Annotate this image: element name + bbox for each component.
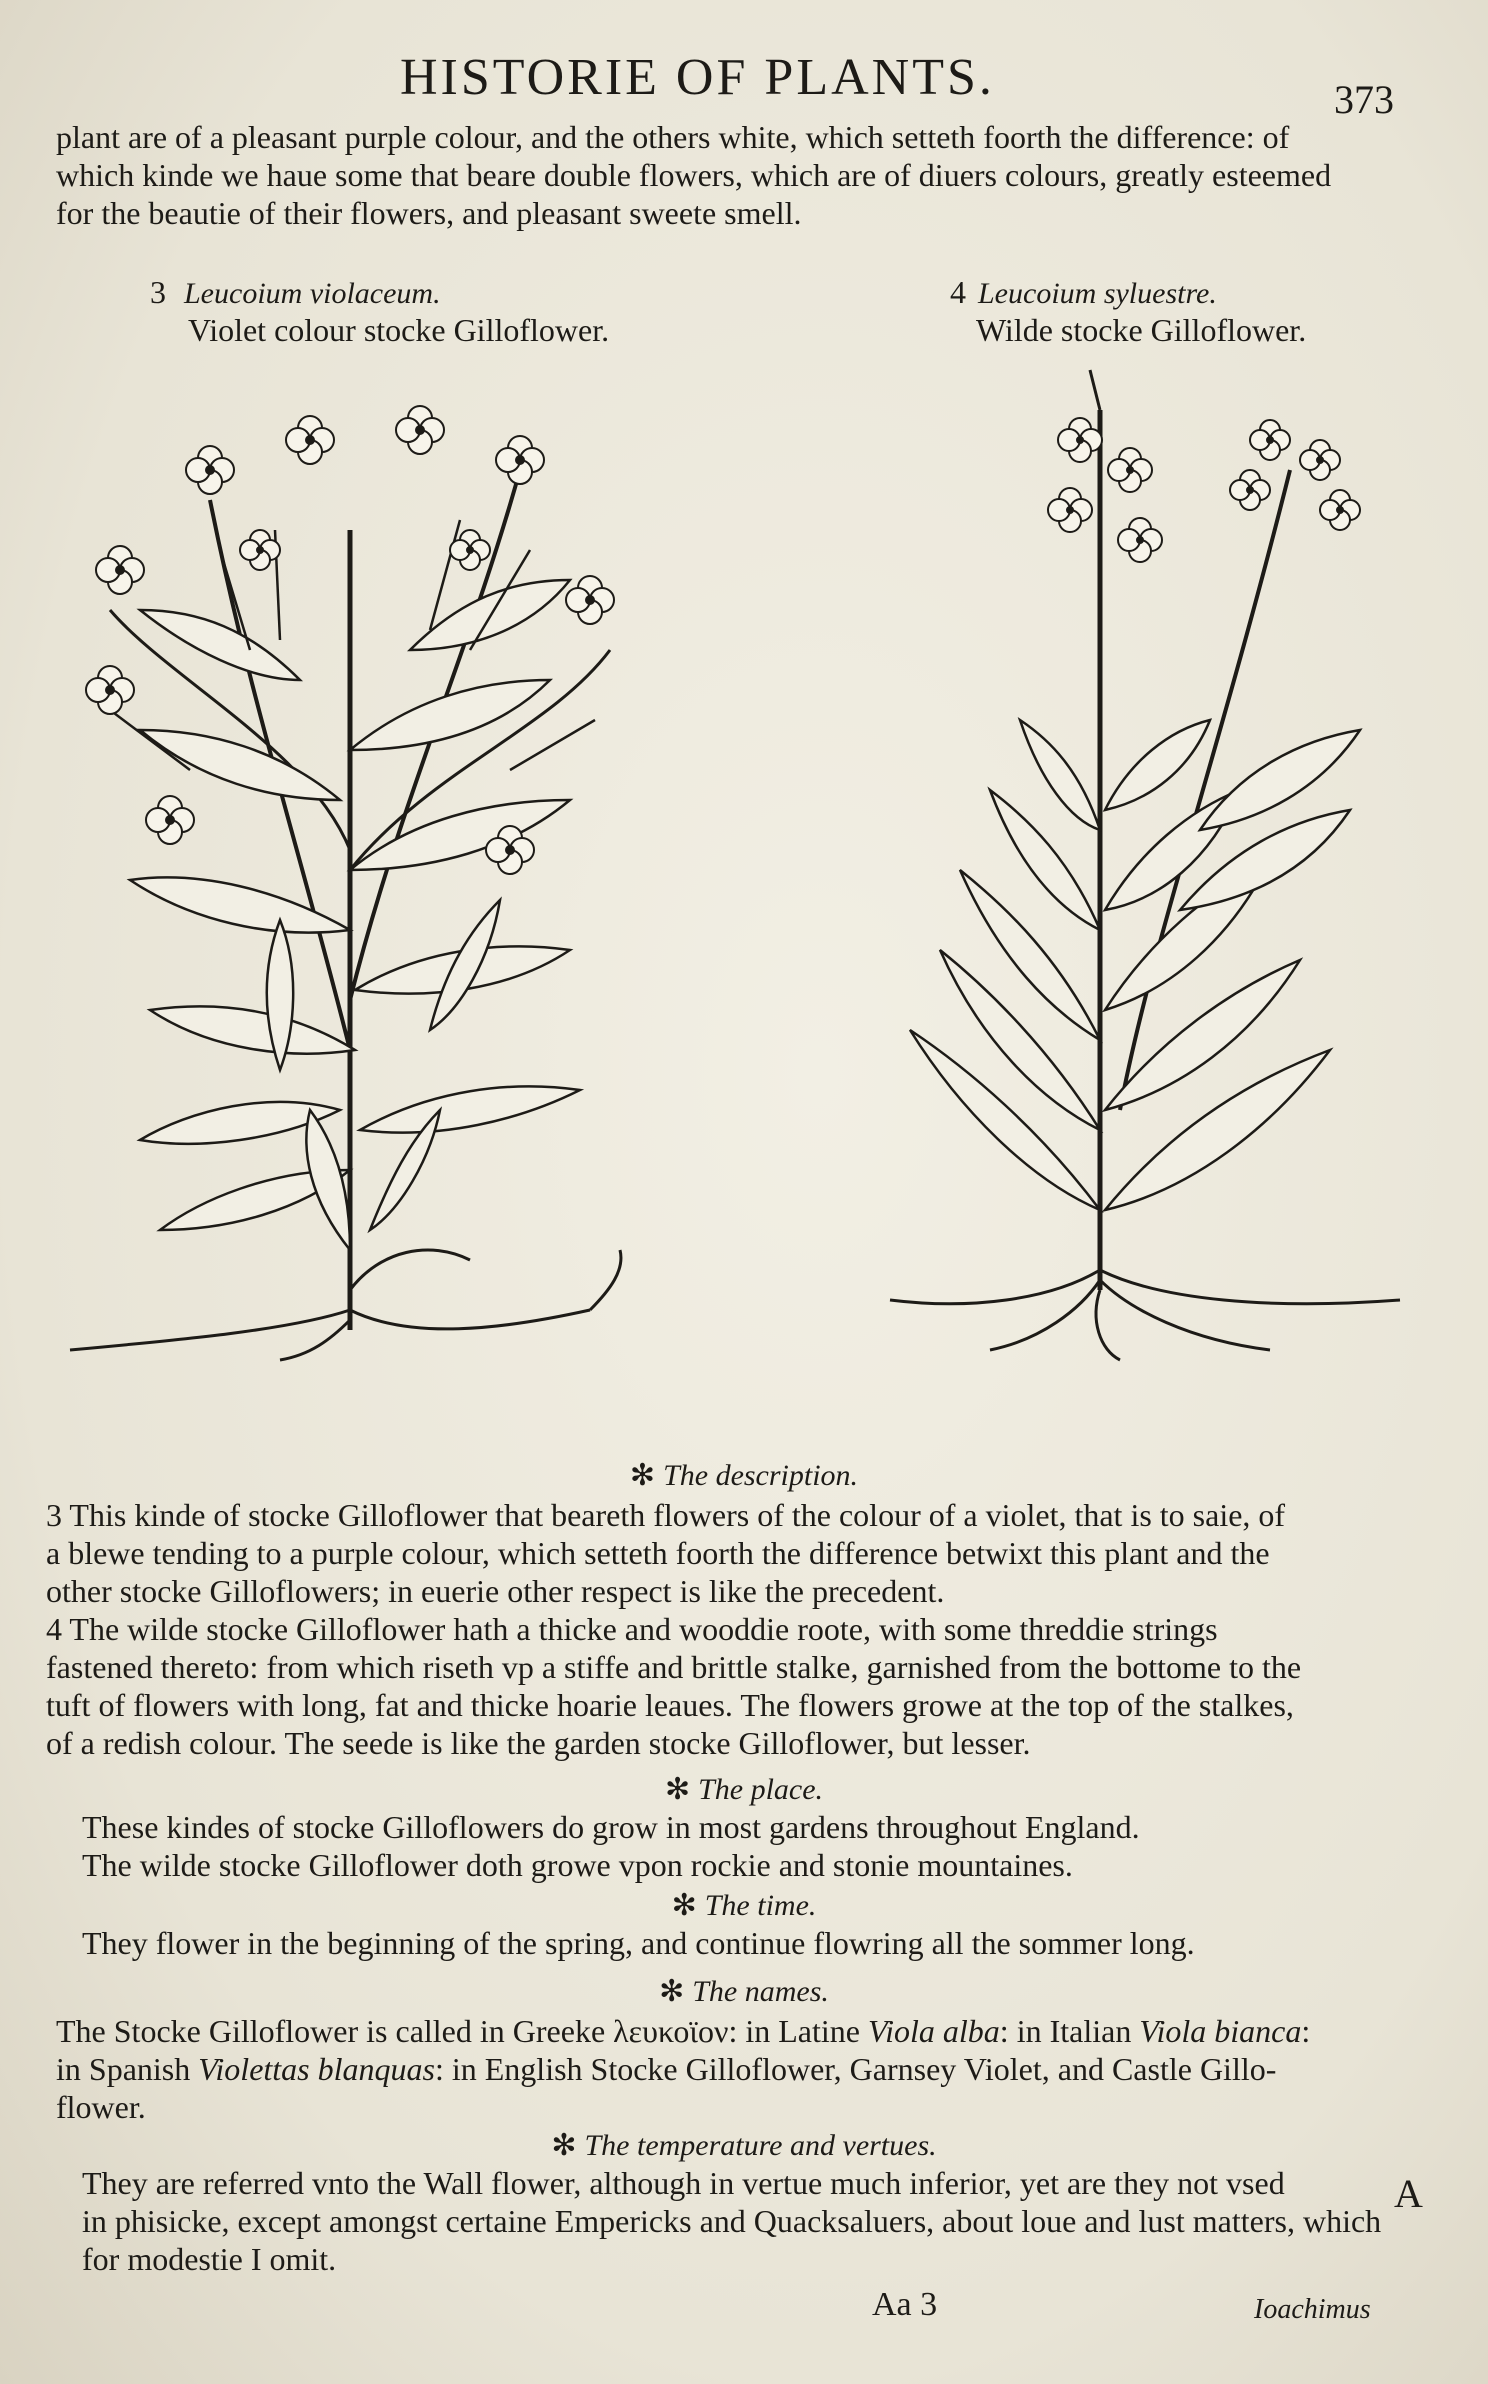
asterism-icon: ✻	[551, 2129, 577, 2162]
description-line: other stocke Gilloflowers; in euerie other respect is like the precedent.	[46, 1573, 945, 1609]
figure-3-english-name: Violet colour stocke Gilloflower.	[188, 312, 610, 348]
catchword: Ioachimus	[1254, 2294, 1371, 2325]
temperature-paragraph	[82, 2164, 1382, 2278]
place-paragraph	[82, 1808, 1422, 1884]
names-line: flower.	[56, 2089, 146, 2125]
description-line: 3 This kinde of stocke Gilloflower that beareth flowers of the colour of a violet, that is to saie, of	[46, 1497, 1286, 1533]
names-paragraph	[56, 2012, 1436, 2126]
heading-time: ✻ The time.	[671, 1889, 817, 1922]
asterism-icon: ✻	[659, 1975, 685, 2008]
woodcut-wild-stock-gilloflower	[890, 350, 1410, 1370]
names-line: The Stocke Gilloflower is called in Greeke λευκοϊον: in Latine Viola alba: in Italian Viola bianca:	[56, 2013, 1311, 2049]
intro-line: for the beautie of their flowers, and pleasant sweete smell.	[56, 195, 802, 231]
asterism-icon: ✻	[664, 1773, 691, 1806]
running-head: HISTORIE OF PLANTS.	[400, 49, 995, 106]
figure-3-latin-name: Leucoium violaceum.	[184, 277, 441, 310]
place-line: The wilde stocke Gilloflower doth growe vpon rockie and stonie mountaines.	[82, 1847, 1073, 1883]
intro-line: plant are of a pleasant purple colour, and the others white, which setteth foorth the difference: of	[56, 119, 1290, 155]
figure-4-caption	[950, 274, 1217, 311]
signature-mark: Aa 3	[872, 2286, 938, 2323]
description-line: 4 The wilde stocke Gilloflower hath a thicke and wooddie roote, with some threddie strings	[46, 1611, 1218, 1647]
temperature-line: They are referred vnto the Wall flower, although in vertue much inferior, yet are they not vsed	[82, 2165, 1285, 2201]
figure-3-caption	[150, 274, 441, 311]
time-paragraph	[82, 1924, 1422, 1962]
place-line: These kindes of stocke Gilloflowers do grow in most gardens throughout England.	[82, 1809, 1140, 1845]
asterism-icon: ✻	[629, 1459, 656, 1492]
names-line: in Spanish Violettas blanquas: in English Stocke Gilloflower, Garnsey Violet, and Castle Gillo-	[56, 2051, 1277, 2087]
description-line: fastened thereto: from which riseth vp a stiffe and brittle stalke, garnished from the bottome to the	[46, 1649, 1302, 1685]
time-line: They flower in the beginning of the spring, and continue flowring all the sommer long.	[82, 1925, 1195, 1961]
heading-temperature: ✻ The temperature and vertues.	[551, 2129, 937, 2162]
page-number: 373	[1334, 77, 1394, 122]
description-line: of a redish colour. The seede is like the garden stocke Gilloflower, but lesser.	[46, 1725, 1031, 1761]
margin-letter: A	[1394, 2171, 1423, 2216]
temperature-line: in phisicke, except amongst certaine Empericks and Quacksaluers, about loue and lust matters, which	[82, 2203, 1382, 2239]
intro-paragraph	[56, 118, 1436, 232]
heading-place: ✻ The place.	[664, 1773, 824, 1806]
description-line: tuft of flowers with long, fat and thicke hoarie leaues. The flowers growe at the top of the stalkes,	[46, 1687, 1294, 1723]
asterism-icon: ✻	[671, 1889, 697, 1922]
heading-names: ✻ The names.	[659, 1975, 829, 2008]
figure-4-english-name: Wilde stocke Gilloflower.	[976, 312, 1307, 348]
figure-4-number: 4	[950, 274, 966, 310]
description-paragraph	[46, 1496, 1436, 1762]
temperature-line: for modestie I omit.	[82, 2241, 337, 2277]
description-line: a blewe tending to a purple colour, which setteth foorth the difference betwixt this plant and the	[46, 1535, 1270, 1571]
figure-3-number: 3	[150, 274, 166, 310]
heading-description: ✻ The description.	[629, 1459, 859, 1492]
figure-4-latin-name: Leucoium syluestre.	[978, 277, 1217, 310]
woodcut-violet-stock-gilloflower	[50, 350, 650, 1370]
intro-line: which kinde we haue some that beare double flowers, which are of diuers colours, greatly esteemed	[56, 157, 1332, 193]
